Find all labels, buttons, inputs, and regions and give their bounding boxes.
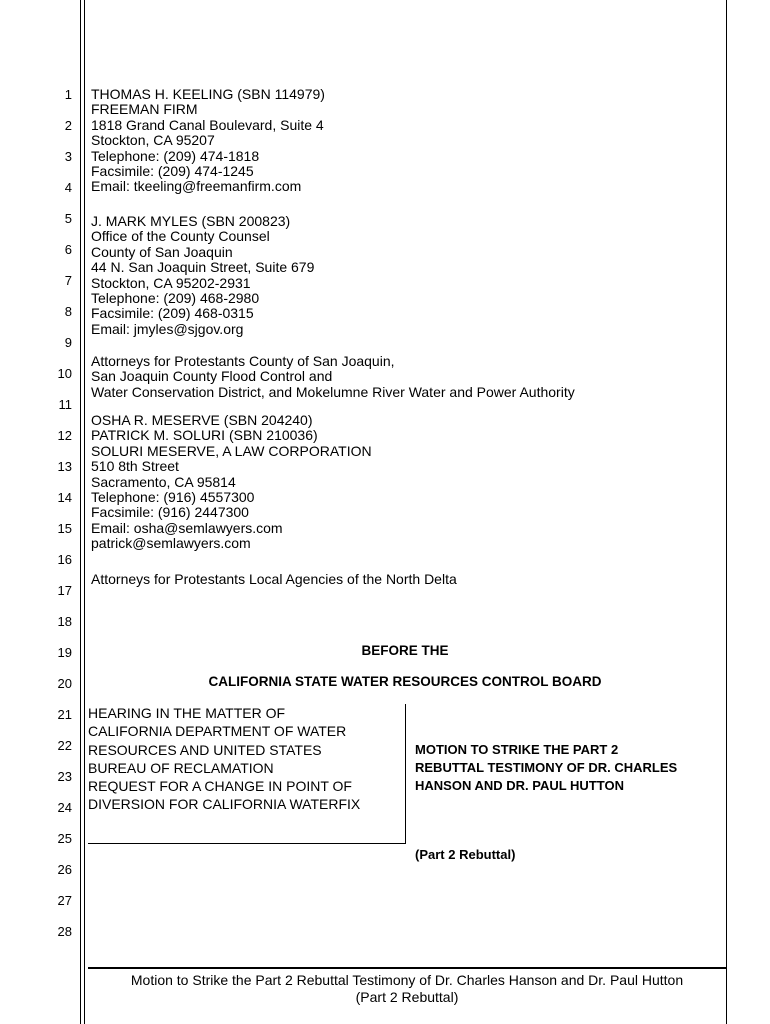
margin-rule-left-inner [84, 0, 85, 1024]
counsel-block-myles: J. MARK MYLES (SBN 200823) Office of the County Counsel County of San Joaquin 44 N. San Joaquin Street, Suite 679 Stockton, CA 95202-2931 Telephone: (209) 468-2980 Facsimile: (209) 468-0315 Email: jmyles@sjgov.org [91, 213, 315, 337]
line-number: 19 [57, 645, 72, 660]
line-number: 25 [57, 831, 72, 846]
line-number: 20 [57, 676, 72, 691]
footer-text: Motion to Strike the Part 2 Rebuttal Testimony of Dr. Charles Hanson and Dr. Paul Hutton (Part 2 Rebuttal) [130, 972, 684, 1005]
line-number: 9 [64, 335, 72, 350]
line-number: 16 [57, 552, 72, 567]
margin-rule-left [80, 0, 81, 1024]
line-number: 5 [64, 211, 72, 226]
line-number: 7 [64, 273, 72, 288]
attorneys-for-san-joaquin: Attorneys for Protestants County of San Joaquin, San Joaquin County Flood Control and Water Conservation District, and Mokelumne River Water and Power Authority [91, 353, 575, 400]
line-number: 24 [57, 800, 72, 815]
caption-title: MOTION TO STRIKE THE PART 2 REBUTTAL TESTIMONY OF DR. CHARLES HANSON AND DR. PAUL HUTTON [415, 741, 678, 794]
line-number: 12 [57, 428, 72, 443]
line-number: 17 [57, 583, 72, 598]
line-number: 8 [64, 304, 72, 319]
line-number: 22 [57, 738, 72, 753]
counsel-block-keeling: THOMAS H. KEELING (SBN 114979) FREEMAN FIRM 1818 Grand Canal Boulevard, Suite 4 Stockton, CA 95207 Telephone: (209) 474-1818 Facsimile: (209) 474-1245 Email: tkeeling@freemanfirm.com [91, 86, 325, 195]
caption-subtitle: (Part 2 Rebuttal) [415, 847, 516, 863]
counsel-block-meserve: OSHA R. MESERVE (SBN 204240) PATRICK M. SOLURI (SBN 210036) SOLURI MESERVE, A LAW CORPORATION 510 8th Street Sacramento, CA 95814 Telephone: (916) 4557300 Facsimile: (916) 2447300 Email: osha@semlawyers.com patrick@semlawyers.com [91, 412, 372, 552]
line-number: 23 [57, 769, 72, 784]
line-number: 4 [64, 180, 72, 195]
attorneys-for-north-delta: Attorneys for Protestants Local Agencies of the North Delta [91, 571, 457, 587]
line-number: 6 [64, 242, 72, 257]
line-number: 10 [57, 366, 72, 381]
line-number: 27 [57, 893, 72, 908]
heading-before-the: BEFORE THE [361, 643, 449, 658]
line-number: 21 [57, 707, 72, 722]
footer-rule [88, 967, 726, 969]
heading-board-name: CALIFORNIA STATE WATER RESOURCES CONTROL BOARD [208, 674, 602, 689]
caption-title-box [415, 704, 735, 883]
line-number: 14 [57, 490, 72, 505]
line-number: 13 [57, 459, 72, 474]
line-number: 15 [57, 521, 72, 536]
line-number: 2 [64, 118, 72, 133]
line-number: 3 [64, 149, 72, 164]
line-number: 28 [57, 924, 72, 939]
line-number: 11 [58, 397, 72, 412]
line-number: 26 [57, 862, 72, 877]
caption-matter: HEARING IN THE MATTER OF CALIFORNIA DEPARTMENT OF WATER RESOURCES AND UNITED STATES BUREAU OF RECLAMATION REQUEST FOR A CHANGE IN POINT OF DIVERSION FOR CALIFORNIA WATERFIX [88, 704, 406, 844]
line-number: 1 [64, 87, 72, 102]
line-number: 18 [57, 614, 72, 629]
